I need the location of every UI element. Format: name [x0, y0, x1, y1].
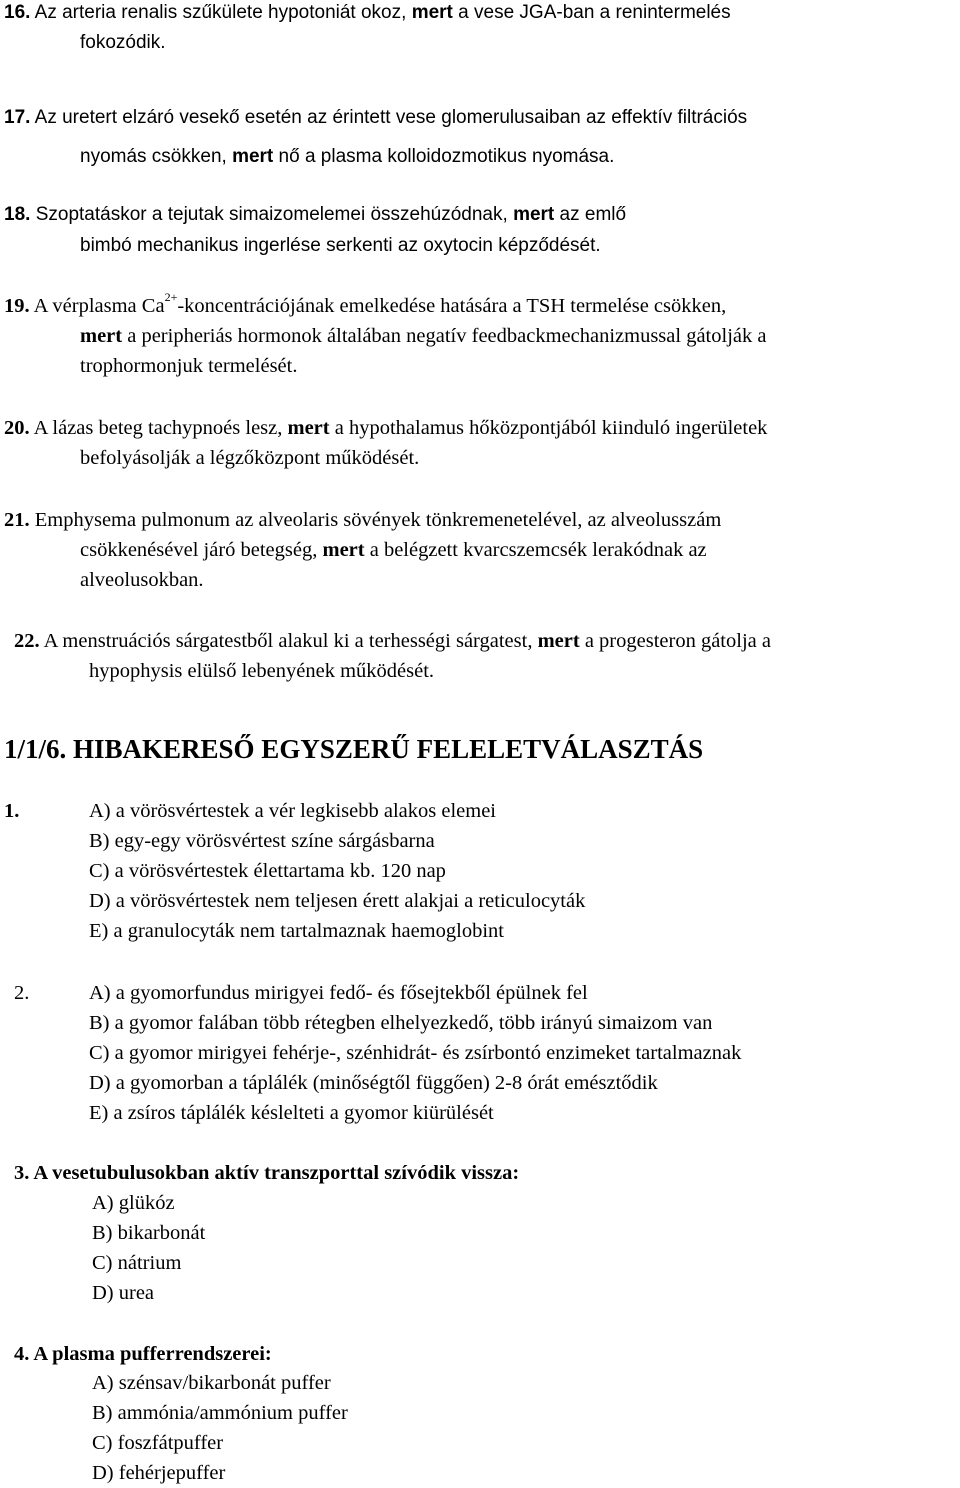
statement-line: hypophysis elülső lebenyének működését.: [89, 660, 435, 682]
statement-line: [80, 321, 956, 351]
option-a: A) glükóz: [92, 1192, 175, 1214]
question-number: 3.: [14, 1162, 30, 1184]
option-d: D) fehérjepuffer: [92, 1462, 226, 1484]
text: a hypothalamus hőközpontjából kiinduló ingerületek: [329, 417, 768, 439]
text: A menstruációs sárgatestből alakul ki a terhességi sárgatest,: [39, 630, 538, 652]
option-b: B) a gyomor falában több rétegben elhelyezkedő, több irányú simaizom van: [89, 1012, 713, 1034]
option-a: A) szénsav/bikarbonát puffer: [92, 1372, 331, 1394]
keyword-mert: mert: [80, 325, 123, 347]
keyword-mert: mert: [537, 630, 580, 652]
text: a vese JGA-ban a renintermelés: [452, 2, 731, 23]
option-b: B) ammónia/ammónium puffer: [92, 1402, 348, 1424]
question-title: [14, 1158, 519, 1188]
statement-line: [4, 200, 626, 230]
option-e: E) a zsíros táplálék késlelteti a gyomor kiürülését: [89, 1102, 494, 1124]
option-d: D) a gyomorban a táplálék (minőségtől függően) 2-8 órát emésztődik: [89, 1072, 658, 1094]
text: -koncentrációjának emelkedése hatására a TSH termelése csökken,: [177, 295, 727, 317]
text: a peripheriás hormonok általában negatív feedbackmechanizmussal gátolják a: [122, 325, 767, 347]
statement-line: trophormonjuk termelését.: [80, 355, 298, 377]
statement-line: [4, 413, 767, 443]
option-e: E) a granulocyták nem tartalmaznak haemoglobint: [89, 920, 504, 942]
option-b: B) bikarbonát: [92, 1222, 206, 1244]
question-number: 1.: [4, 800, 20, 822]
option-c: C) foszfátpuffer: [92, 1432, 224, 1454]
keyword-mert: mert: [287, 417, 330, 439]
keyword-mert: mert: [411, 2, 453, 23]
superscript: 2+: [164, 290, 178, 305]
statement-number: 18.: [4, 204, 31, 225]
statement-number: 17.: [4, 107, 31, 128]
question-number: 4.: [14, 1343, 30, 1365]
keyword-mert: mert: [322, 539, 365, 561]
text: a belégzett kvarcszemcsék lerakódnak az: [364, 539, 707, 561]
option-c: C) nátrium: [92, 1252, 182, 1274]
statement-number: 16.: [4, 2, 31, 23]
statement-line: [80, 535, 707, 565]
statement-number: 21.: [4, 509, 30, 531]
question-number: 2.: [14, 982, 30, 1004]
keyword-mert: mert: [513, 204, 555, 225]
statement-number: 19.: [4, 295, 30, 317]
statement-line: bimbó mechanikus ingerlése serkenti az oxytocin képződését.: [80, 235, 601, 256]
statement-line: [4, 0, 731, 28]
text: Az arteria renalis szűkülete hypotoniát okoz,: [30, 2, 412, 23]
question-text: A plasma pufferrendszerei:: [29, 1343, 272, 1365]
text: a progesteron gátolja a: [579, 630, 771, 652]
option-d: D) a vörösvértestek nem teljesen érett alakjai a reticulocyták: [89, 890, 586, 912]
option-d: D) urea: [92, 1282, 155, 1304]
statement-line: [80, 142, 614, 172]
text: nő a plasma kolloidozmotikus nyomása.: [273, 146, 615, 167]
statement-line: [4, 103, 747, 133]
statement-line: fokozódik.: [80, 32, 166, 53]
keyword-mert: mert: [232, 146, 274, 167]
statement-line: [14, 626, 771, 656]
statement-line: [4, 291, 956, 321]
text: az emlő: [554, 204, 627, 225]
option-c: C) a gyomor mirigyei fehérje-, szénhidrát- és zsírbontó enzimeket tartalmaznak: [89, 1042, 742, 1064]
statement-line: alveolusokban.: [80, 569, 204, 591]
option-b: B) egy-egy vörösvértest színe sárgásbarna: [89, 830, 435, 852]
text: A vérplasma Ca: [29, 295, 165, 317]
text: A lázas beteg tachypnoés lesz,: [29, 417, 288, 439]
section-heading: 1/1/6. HIBAKERESŐ EGYSZERŰ FELELETVÁLASZTÁS: [4, 734, 704, 764]
text: nyomás csökken,: [80, 146, 233, 167]
text: csökkenésével járó betegség,: [80, 539, 323, 561]
option-a: A) a vörösvértestek a vér legkisebb alakos elemei: [89, 800, 496, 822]
option-a: A) a gyomorfundus mirigyei fedő- és fősejtekből épülnek fel: [89, 982, 588, 1004]
text: Az uretert elzáró vesekő esetén az érintett vese glomerulusaiban az effektív filtrációs: [30, 107, 748, 128]
question-title: [14, 1339, 272, 1369]
text: Emphysema pulmonum az alveolaris sövények tönkremenetelével, az alveolusszám: [29, 509, 722, 531]
option-c: C) a vörösvértestek élettartama kb. 120 nap: [89, 860, 446, 882]
statement-line: befolyásolják a légzőközpont működését.: [80, 447, 420, 469]
statement-line: [4, 505, 721, 535]
text: Szoptatáskor a tejutak simaizomelemei összehúzódnak,: [30, 204, 514, 225]
statement-number: 22.: [14, 630, 40, 652]
statement-number: 20.: [4, 417, 30, 439]
question-text: A vesetubulusokban aktív transzporttal szívódik vissza:: [29, 1162, 520, 1184]
